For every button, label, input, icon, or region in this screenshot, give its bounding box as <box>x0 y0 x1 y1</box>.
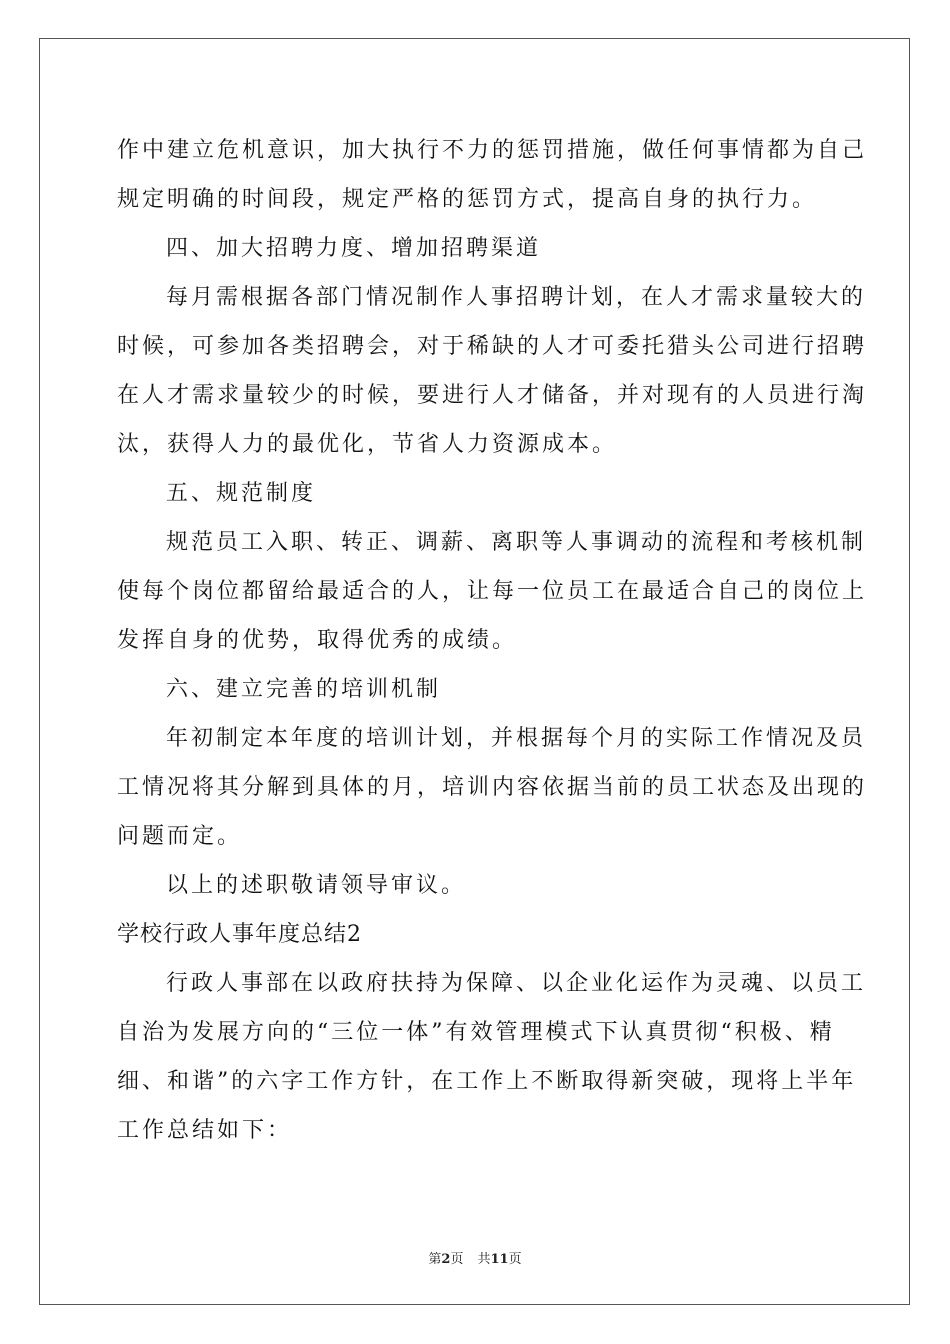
text-line: 自治为发展方向的“三位一体”有效管理模式下认真贯彻“积极、精 <box>117 1020 835 1045</box>
page-footer <box>0 1248 950 1267</box>
text-line: 发挥自身的优势，取得优秀的成绩。 <box>117 628 518 653</box>
document-body <box>117 126 868 1155</box>
text-line: 时候，可参加各类招聘会，对于稀缺的人才可委托猎头公司进行招聘 <box>117 334 868 359</box>
text-line: 规范员工入职、转正、调薪、离职等人事调动的流程和考核机制 <box>166 530 867 555</box>
text-line: 每月需根据各部门情况制作人事招聘计划，在人才需求量较大的 <box>166 285 867 310</box>
text-line: 年初制定本年度的培训计划，并根据每个月的实际工作情况及员 <box>166 726 867 751</box>
total-pages: 11 <box>490 1252 509 1267</box>
page-suffix: 页 <box>450 1252 464 1267</box>
section-title: 学校行政人事年度总结2 <box>117 922 362 947</box>
text-line: 工情况将其分解到具体的月，培训内容依据当前的员工状态及出现的 <box>117 775 868 800</box>
text-line: 五、规范制度 <box>166 481 317 506</box>
page-number: 2 <box>441 1252 451 1267</box>
text-line: 使每个岗位都留给最适合的人，让每一位员工在最适合自己的岗位上 <box>117 579 868 604</box>
text-line: 细、和谐”的六字工作方针，在工作上不断取得新突破，现将上半年 <box>117 1069 857 1094</box>
page-prefix: 第 <box>428 1252 442 1267</box>
text-line: 规定明确的时间段，规定严格的惩罚方式，提高自身的执行力。 <box>117 187 818 212</box>
text-line: 行政人事部在以政府扶持为保障、以企业化运作为灵魂、以员工 <box>166 971 867 996</box>
total-suffix: 页 <box>508 1252 522 1267</box>
text-line: 在人才需求量较少的时候，要进行人才储备，并对现有的人员进行淘 <box>117 383 868 408</box>
text-line: 四、加大招聘力度、增加招聘渠道 <box>166 236 542 261</box>
total-prefix: 共 <box>477 1252 491 1267</box>
text-line: 工作总结如下： <box>117 1118 293 1143</box>
text-line: 以上的述职敬请领导审议。 <box>166 873 467 898</box>
text-line: 六、建立完善的培训机制 <box>166 677 442 702</box>
text-line: 汰，获得人力的最优化，节省人力资源成本。 <box>117 432 618 457</box>
text-line: 作中建立危机意识，加大执行不力的惩罚措施，做任何事情都为自己 <box>117 138 868 163</box>
text-line: 问题而定。 <box>117 824 243 849</box>
